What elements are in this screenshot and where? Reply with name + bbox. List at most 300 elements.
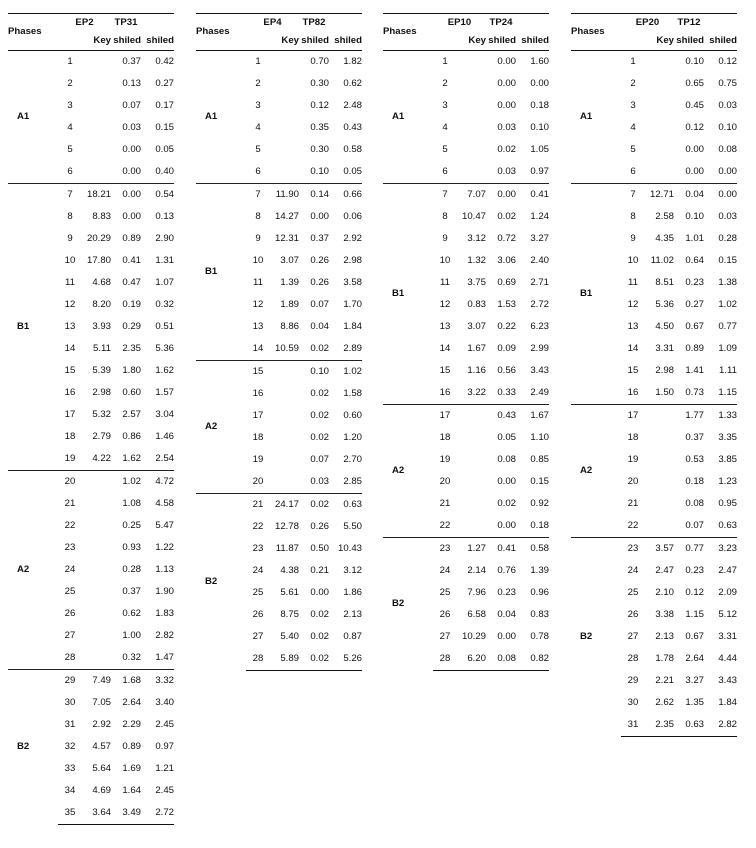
key-value <box>82 647 111 670</box>
shiled-a-value: 0.23 <box>685 277 704 288</box>
shiled-b-value: 2.92 <box>343 233 362 244</box>
phase-label: B2 <box>8 670 58 825</box>
shiled-b-value: 5.36 <box>155 343 174 354</box>
shiled-b-value: 0.96 <box>530 587 549 598</box>
shiled-b-value: 0.06 <box>343 211 362 222</box>
table <box>571 13 737 737</box>
row-index: 5 <box>255 144 261 155</box>
row-index: 14 <box>439 343 451 354</box>
shiled-a-value: 0.12 <box>310 100 329 111</box>
row-index: 10 <box>252 255 264 266</box>
row-index: 31 <box>64 719 76 730</box>
row-index: 23 <box>64 542 76 553</box>
row-index: 27 <box>627 631 639 642</box>
shiled-a-value: 1.77 <box>674 405 704 428</box>
row-index: 5 <box>67 144 73 155</box>
table-row <box>196 184 362 207</box>
key-value: 3.75 <box>467 277 486 288</box>
header-col-a: EP2 <box>58 14 111 33</box>
shiled-a-value: 0.67 <box>685 321 704 332</box>
shiled-b-value: 3.43 <box>718 675 737 686</box>
key-value <box>270 117 299 139</box>
key-value: 12.78 <box>274 521 299 532</box>
shiled-b-value: 0.40 <box>155 166 174 177</box>
row-index: 14 <box>64 343 76 354</box>
row-index: 29 <box>627 675 639 686</box>
row-index: 17 <box>621 405 645 428</box>
key-value: 8.75 <box>280 609 299 620</box>
header-key: Key <box>270 32 299 51</box>
key-value <box>82 117 111 139</box>
row-index: 11 <box>628 277 638 288</box>
shiled-b-value: 0.42 <box>155 56 174 67</box>
shiled-b-value: 0.32 <box>155 299 174 310</box>
shiled-a-value: 0.89 <box>122 741 141 752</box>
row-index: 16 <box>64 387 76 398</box>
shiled-a-value: 0.02 <box>299 494 329 517</box>
shiled-a-value: 0.12 <box>685 587 704 598</box>
key-value <box>270 73 299 95</box>
shiled-b-value: 0.00 <box>704 184 737 207</box>
row-index: 18 <box>627 432 639 443</box>
shiled-a-value: 3.49 <box>111 802 141 825</box>
row-index: 25 <box>627 587 639 598</box>
key-value: 3.38 <box>655 609 674 620</box>
key-value <box>270 405 299 427</box>
row-index: 18 <box>252 432 264 443</box>
header-shiled-b: shiled <box>141 32 174 51</box>
key-value: 2.79 <box>92 431 111 442</box>
key-value: 5.32 <box>92 409 111 420</box>
row-index: 16 <box>627 387 639 398</box>
shiled-a-value: 2.64 <box>122 697 141 708</box>
key-value <box>457 95 486 117</box>
shiled-a-value: 0.04 <box>497 609 516 620</box>
key-value: 1.32 <box>467 255 486 266</box>
phase-label: A2 <box>571 405 621 538</box>
header-col-b: TP12 <box>674 14 704 33</box>
key-value: 24.17 <box>270 494 299 517</box>
shiled-a-value: 0.00 <box>111 184 141 207</box>
key-value: 4.35 <box>655 233 674 244</box>
row-index: 4 <box>630 122 636 133</box>
row-index: 5 <box>442 144 448 155</box>
shiled-a-value: 0.04 <box>674 184 704 207</box>
shiled-b-value: 1.86 <box>343 587 362 598</box>
shiled-b-value: 2.99 <box>530 343 549 354</box>
row-index: 16 <box>252 388 264 399</box>
shiled-b-value: 0.05 <box>155 144 174 155</box>
row-index: 2 <box>442 78 448 89</box>
data-table-2 <box>196 13 362 671</box>
key-value: 0.83 <box>467 299 486 310</box>
row-index: 4 <box>255 122 261 133</box>
row-index: 3 <box>442 100 448 111</box>
row-index: 8 <box>255 211 261 222</box>
shiled-b-value: 1.47 <box>155 652 174 663</box>
row-index: 12 <box>627 299 639 310</box>
shiled-b-value: 1.39 <box>530 565 549 576</box>
key-value <box>82 515 111 537</box>
row-index: 7 <box>58 184 82 207</box>
row-index: 24 <box>252 565 264 576</box>
shiled-b-value: 6.23 <box>530 321 549 332</box>
shiled-a-value: 0.26 <box>310 255 329 266</box>
shiled-b-value: 2.45 <box>155 719 174 730</box>
shiled-b-value: 5.47 <box>155 520 174 531</box>
shiled-b-value: 4.44 <box>718 653 737 664</box>
shiled-a-value: 0.14 <box>299 184 329 207</box>
shiled-b-value: 0.03 <box>718 211 737 222</box>
key-value: 11.02 <box>650 255 674 266</box>
shiled-b-value: 0.00 <box>718 166 737 177</box>
shiled-b-value: 1.60 <box>530 56 549 67</box>
table-row <box>571 538 737 561</box>
shiled-a-value: 0.35 <box>310 122 329 133</box>
key-value <box>645 117 674 139</box>
shiled-a-value: 0.07 <box>122 100 141 111</box>
key-value: 3.93 <box>92 321 111 332</box>
shiled-b-value: 1.05 <box>530 144 549 155</box>
phase-label: A1 <box>205 111 218 122</box>
shiled-b-value: 2.85 <box>343 476 362 487</box>
shiled-a-value: 0.00 <box>497 520 516 531</box>
shiled-b-value: 1.84 <box>343 321 362 332</box>
row-index: 20 <box>439 476 451 487</box>
key-value: 2.98 <box>92 387 111 398</box>
shiled-b-value: 1.02 <box>329 361 362 384</box>
shiled-b-value: 5.12 <box>718 609 737 620</box>
key-value <box>457 449 486 471</box>
shiled-b-value: 3.23 <box>704 538 737 561</box>
key-value: 8.20 <box>92 299 111 310</box>
shiled-b-value: 3.27 <box>530 233 549 244</box>
key-value: 12.31 <box>274 233 299 244</box>
shiled-a-value: 0.50 <box>310 543 329 554</box>
shiled-b-value: 1.02 <box>718 299 737 310</box>
row-index: 9 <box>442 233 448 244</box>
shiled-b-value: 2.98 <box>343 255 362 266</box>
row-index: 7 <box>621 184 645 207</box>
key-value <box>457 161 486 184</box>
shiled-a-value: 0.23 <box>497 587 516 598</box>
table <box>8 13 174 825</box>
shiled-a-value: 0.00 <box>122 166 141 177</box>
row-index: 21 <box>627 498 639 509</box>
shiled-a-value: 1.01 <box>685 233 704 244</box>
shiled-a-value: 0.03 <box>122 122 141 133</box>
shiled-a-value: 1.64 <box>122 785 141 796</box>
row-index: 22 <box>252 521 264 532</box>
key-value <box>645 51 674 74</box>
shiled-a-value: 0.45 <box>685 100 704 111</box>
table-row <box>383 184 549 207</box>
shiled-b-value: 0.95 <box>718 498 737 509</box>
shiled-b-value: 0.58 <box>343 144 362 155</box>
row-index: 3 <box>67 100 73 111</box>
shiled-a-value: 1.15 <box>685 609 704 620</box>
row-index: 14 <box>252 343 264 354</box>
shiled-a-value: 1.41 <box>685 365 704 376</box>
key-value <box>457 51 486 74</box>
row-index: 20 <box>627 476 639 487</box>
shiled-a-value: 0.10 <box>685 56 704 67</box>
shiled-b-value: 0.63 <box>718 520 737 531</box>
header-shiled-a: shiled <box>299 32 329 51</box>
phase-label: B1 <box>8 184 58 471</box>
shiled-a-value: 0.18 <box>685 476 704 487</box>
header-shiled-b: shiled <box>516 32 549 51</box>
shiled-b-value: 3.31 <box>718 631 737 642</box>
key-value: 10.29 <box>461 631 486 642</box>
shiled-a-value: 0.37 <box>122 586 141 597</box>
shiled-b-value: 1.70 <box>343 299 362 310</box>
table-row <box>196 51 362 74</box>
shiled-a-value: 0.67 <box>685 631 704 642</box>
table-row <box>8 670 174 693</box>
shiled-b-value: 1.58 <box>343 388 362 399</box>
header-shiled-a: shiled <box>486 32 516 51</box>
shiled-a-value: 2.64 <box>685 653 704 664</box>
key-value: 4.68 <box>92 277 111 288</box>
shiled-a-value: 0.41 <box>486 538 516 561</box>
shiled-b-value: 0.83 <box>530 609 549 620</box>
shiled-a-value: 0.63 <box>674 714 704 737</box>
shiled-a-value: 0.26 <box>310 521 329 532</box>
row-index: 17 <box>433 405 457 428</box>
row-index: 10 <box>64 255 76 266</box>
shiled-a-value: 0.76 <box>497 565 516 576</box>
shiled-b-value: 0.10 <box>530 122 549 133</box>
key-value <box>270 161 299 184</box>
key-value <box>270 471 299 494</box>
shiled-b-value: 0.92 <box>530 498 549 509</box>
row-index: 12 <box>64 299 76 310</box>
row-index: 23 <box>621 538 645 561</box>
shiled-a-value: 0.37 <box>310 233 329 244</box>
table-row <box>383 538 549 561</box>
shiled-b-value: 0.08 <box>718 144 737 155</box>
shiled-a-value: 0.64 <box>685 255 704 266</box>
phase-label: B1 <box>571 184 621 405</box>
shiled-a-value: 1.69 <box>122 763 141 774</box>
shiled-b-value: 2.89 <box>343 343 362 354</box>
shiled-a-value: 0.07 <box>310 454 329 465</box>
row-index: 25 <box>64 586 76 597</box>
row-index: 14 <box>627 343 639 354</box>
row-index: 32 <box>64 741 76 752</box>
key-value: 1.16 <box>467 365 486 376</box>
shiled-b-value: 1.67 <box>516 405 549 428</box>
row-index: 22 <box>64 520 76 531</box>
shiled-a-value: 0.10 <box>310 166 329 177</box>
shiled-a-value: 0.60 <box>122 387 141 398</box>
shiled-b-value: 0.03 <box>718 100 737 111</box>
key-value: 10.47 <box>461 211 486 222</box>
key-value <box>645 73 674 95</box>
shiled-b-value: 2.72 <box>141 802 174 825</box>
shiled-b-value: 1.21 <box>155 763 174 774</box>
row-index: 30 <box>64 697 76 708</box>
shiled-b-value: 3.40 <box>155 697 174 708</box>
shiled-b-value: 1.90 <box>155 586 174 597</box>
header-col-a: EP20 <box>621 14 674 33</box>
shiled-a-value: 0.08 <box>497 454 516 465</box>
key-value: 2.92 <box>92 719 111 730</box>
key-value: 4.50 <box>655 321 674 332</box>
key-value <box>457 493 486 515</box>
shiled-a-value: 0.73 <box>685 387 704 398</box>
key-value: 7.96 <box>467 587 486 598</box>
shiled-b-value: 1.24 <box>530 211 549 222</box>
shiled-a-value: 0.02 <box>310 432 329 443</box>
row-index: 28 <box>64 652 76 663</box>
key-value: 7.49 <box>82 670 111 693</box>
shiled-b-value: 3.35 <box>718 432 737 443</box>
key-value <box>645 161 674 184</box>
phase-label: B2 <box>571 538 621 737</box>
key-value <box>645 515 674 538</box>
shiled-b-value: 0.85 <box>530 454 549 465</box>
row-index: 1 <box>255 56 261 67</box>
phase-label: A2 <box>196 361 246 494</box>
row-index: 28 <box>246 648 270 671</box>
key-value <box>645 493 674 515</box>
shiled-a-value: 0.30 <box>310 144 329 155</box>
row-index: 26 <box>439 609 451 620</box>
shiled-b-value: 0.63 <box>329 494 362 517</box>
shiled-a-value: 0.02 <box>497 144 516 155</box>
row-index: 23 <box>433 538 457 561</box>
row-index: 18 <box>64 431 76 442</box>
shiled-b-value: 0.58 <box>516 538 549 561</box>
shiled-a-value: 0.86 <box>122 431 141 442</box>
row-index: 26 <box>627 609 639 620</box>
key-value: 6.20 <box>457 648 486 671</box>
row-index: 21 <box>64 498 76 509</box>
row-index: 8 <box>630 211 636 222</box>
row-index: 33 <box>64 763 76 774</box>
key-value: 2.58 <box>655 211 674 222</box>
key-value <box>457 471 486 493</box>
shiled-a-value: 2.29 <box>122 719 141 730</box>
shiled-a-value: 0.65 <box>685 78 704 89</box>
row-index: 26 <box>252 609 264 620</box>
row-index: 9 <box>630 233 636 244</box>
row-index: 9 <box>67 233 73 244</box>
shiled-b-value: 1.33 <box>704 405 737 428</box>
row-index: 13 <box>252 321 264 332</box>
key-value: 3.07 <box>280 255 299 266</box>
shiled-b-value: 1.23 <box>718 476 737 487</box>
shiled-b-value: 0.10 <box>718 122 737 133</box>
shiled-b-value: 0.75 <box>718 78 737 89</box>
shiled-b-value: 0.77 <box>718 321 737 332</box>
row-index: 24 <box>64 564 76 575</box>
key-value <box>645 139 674 161</box>
key-value: 11.90 <box>270 184 299 207</box>
shiled-b-value: 3.85 <box>718 454 737 465</box>
key-value: 1.89 <box>280 299 299 310</box>
shiled-b-value: 1.10 <box>530 432 549 443</box>
key-value <box>82 625 111 647</box>
row-index: 9 <box>255 233 261 244</box>
shiled-b-value: 0.18 <box>530 100 549 111</box>
phase-label: B1 <box>383 184 433 405</box>
shiled-b-value: 0.17 <box>155 100 174 111</box>
key-value <box>457 139 486 161</box>
key-value <box>82 537 111 559</box>
shiled-a-value: 0.04 <box>310 321 329 332</box>
phase-label: B2 <box>196 494 246 671</box>
header-shiled-a: shiled <box>674 32 704 51</box>
header-phases: Phases <box>196 14 246 51</box>
data-table-4 <box>571 13 737 737</box>
key-value: 10.59 <box>274 343 299 354</box>
row-index: 15 <box>439 365 451 376</box>
row-index: 8 <box>442 211 448 222</box>
key-value: 17.80 <box>86 255 111 266</box>
phase-label: B1 <box>196 184 246 361</box>
header-key: Key <box>457 32 486 51</box>
phase-label: A1 <box>392 111 405 122</box>
shiled-b-value: 0.13 <box>155 211 174 222</box>
shiled-b-value: 1.20 <box>343 432 362 443</box>
row-index: 15 <box>64 365 76 376</box>
shiled-b-value: 5.50 <box>343 521 362 532</box>
key-value: 1.27 <box>457 538 486 561</box>
key-value <box>645 405 674 428</box>
row-index: 2 <box>255 78 261 89</box>
shiled-b-value: 0.05 <box>343 166 362 177</box>
shiled-a-value: 0.00 <box>497 100 516 111</box>
row-index: 25 <box>252 587 264 598</box>
row-index: 34 <box>64 785 76 796</box>
shiled-a-value: 1.53 <box>497 299 516 310</box>
row-index: 1 <box>67 56 73 67</box>
shiled-b-value: 0.15 <box>155 122 174 133</box>
shiled-a-value: 0.33 <box>497 387 516 398</box>
shiled-b-value: 3.32 <box>141 670 174 693</box>
row-index: 19 <box>439 454 451 465</box>
row-index: 21 <box>439 498 451 509</box>
key-value: 18.21 <box>82 184 111 207</box>
key-value <box>82 559 111 581</box>
row-index: 22 <box>439 520 451 531</box>
shiled-a-value: 0.02 <box>310 388 329 399</box>
key-value <box>82 471 111 494</box>
shiled-a-value: 0.00 <box>685 166 704 177</box>
key-value: 1.67 <box>467 343 486 354</box>
key-value: 5.61 <box>280 587 299 598</box>
shiled-b-value: 2.49 <box>530 387 549 398</box>
shiled-a-value: 0.02 <box>310 609 329 620</box>
key-value <box>457 117 486 139</box>
key-value <box>457 515 486 538</box>
key-value: 3.64 <box>82 802 111 825</box>
row-index: 27 <box>64 630 76 641</box>
row-index: 10 <box>627 255 639 266</box>
row-index: 3 <box>255 100 261 111</box>
phase-label: A1 <box>580 111 593 122</box>
shiled-a-value: 0.89 <box>685 343 704 354</box>
shiled-b-value: 2.82 <box>155 630 174 641</box>
shiled-b-value: 1.46 <box>155 431 174 442</box>
key-value: 3.57 <box>645 538 674 561</box>
header-shiled-b: shiled <box>704 32 737 51</box>
shiled-b-value: 1.57 <box>155 387 174 398</box>
shiled-a-value: 0.05 <box>497 432 516 443</box>
